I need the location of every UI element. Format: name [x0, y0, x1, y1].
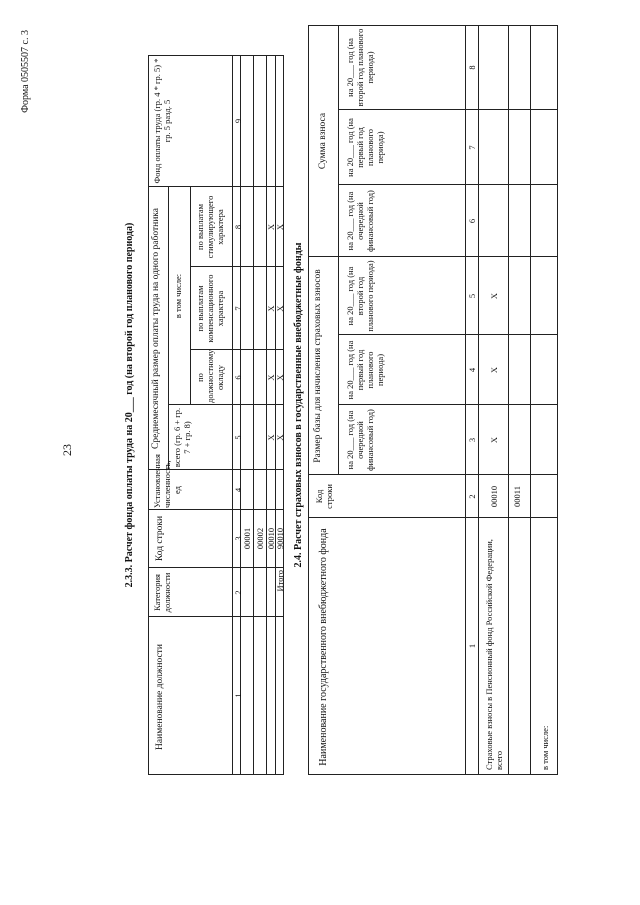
header-amount: Сумма взноса — [318, 112, 328, 170]
page-number: 23 — [60, 444, 74, 456]
col-num-4: 4 — [233, 487, 243, 493]
header-second-amt: на 20___ год (на второй год планового периода) — [345, 28, 375, 107]
header-fund: Фонд оплаты труда (гр. 4 * гр. 5) * гр. 5 разд. 5 — [152, 58, 172, 184]
col-num-1: 1 — [233, 693, 243, 698]
col-num-8: 8 — [233, 224, 243, 230]
x-mark: X — [489, 366, 499, 374]
x-mark: X — [275, 223, 285, 231]
col-num-5: 5 — [233, 435, 243, 440]
table-row-code: 00010 — [266, 527, 276, 550]
table-row-name: в том числе: — [540, 725, 550, 770]
header-stimulus: по выплатам стимулирующего характера — [195, 195, 225, 259]
header-first: на 20___ год (на первый год планового периода) — [345, 340, 385, 400]
x-mark: X — [489, 436, 499, 444]
x-mark: X — [275, 305, 285, 312]
col24-num-7: 7 — [467, 145, 477, 150]
x-mark: X — [266, 374, 276, 381]
header-current: на 20___ год (на очередной финансовый год) — [345, 409, 375, 471]
section-233-title: 2.3.3. Расчет фонда оплаты труда на 20___ год (на второй год планового периода) — [124, 222, 135, 588]
col24-num-1: 1 — [467, 643, 477, 649]
col-num-3: 3 — [233, 536, 243, 541]
header-compensation: по выплатам компенсационного характера — [195, 274, 225, 343]
header-second: на 20___ год (на второй год планового периода) — [345, 260, 375, 332]
header-current-amt: на 20___ год (на очередной финансовый год) — [345, 190, 375, 252]
table-row-code: 00010 — [489, 485, 499, 508]
header-avg-salary: Среднемесячный размер оплаты труда на одного работника — [151, 208, 161, 449]
header-total: всего (гр. 6 + гр. 7 + гр. 8) — [172, 407, 192, 468]
header-first-amt: на 20___ год (на первый год планового периода) — [345, 118, 385, 177]
header-base: Размер базы для начисления страховых взносов — [313, 269, 323, 463]
header-incl: в том числе: — [173, 273, 183, 319]
x-mark: X — [275, 434, 285, 441]
total-label: Итого — [275, 570, 285, 592]
col24-num-6: 6 — [467, 218, 477, 224]
header-code-24: Код строки — [314, 484, 334, 509]
table-row-code: 00011 — [512, 486, 522, 507]
col-num-7: 7 — [233, 306, 243, 311]
x-mark: X — [275, 374, 285, 381]
table-row-name: Страховые взносы в Пенсионный фонд Российской Федерации, всего — [484, 539, 504, 770]
header-staff: Установленная численность, ед — [152, 454, 182, 508]
col24-num-3: 3 — [467, 437, 477, 443]
table-row-code: 90010 — [275, 527, 285, 550]
col24-num-5: 5 — [467, 293, 477, 299]
header-name: Наименование должности — [155, 644, 165, 750]
col24-num-4: 4 — [467, 367, 477, 373]
header-fund-name: Наименование государственного внебюджетного фонда — [318, 528, 329, 766]
col-num-2: 2 — [233, 590, 243, 595]
col-num-9: 9 — [233, 118, 243, 124]
section-24-title: 2.4. Расчет страховых взносов в государственные внебюджетные фонды — [293, 242, 304, 568]
x-mark: X — [266, 223, 276, 231]
header-category: Категория должности — [152, 572, 172, 613]
x-mark: X — [266, 434, 276, 441]
col24-num-2: 2 — [467, 494, 477, 499]
col-num-6: 6 — [233, 375, 243, 380]
header-code: Код строки — [155, 515, 165, 562]
table-row-code: 00002 — [255, 527, 265, 550]
table-row-code: 00001 — [242, 527, 252, 550]
form-reference: Форма 0505507 с. 3 — [20, 30, 31, 113]
col24-num-8: 8 — [467, 65, 477, 70]
x-mark: X — [489, 292, 499, 300]
header-by-salary: по должностному окладу — [195, 349, 225, 403]
x-mark: X — [266, 305, 276, 312]
